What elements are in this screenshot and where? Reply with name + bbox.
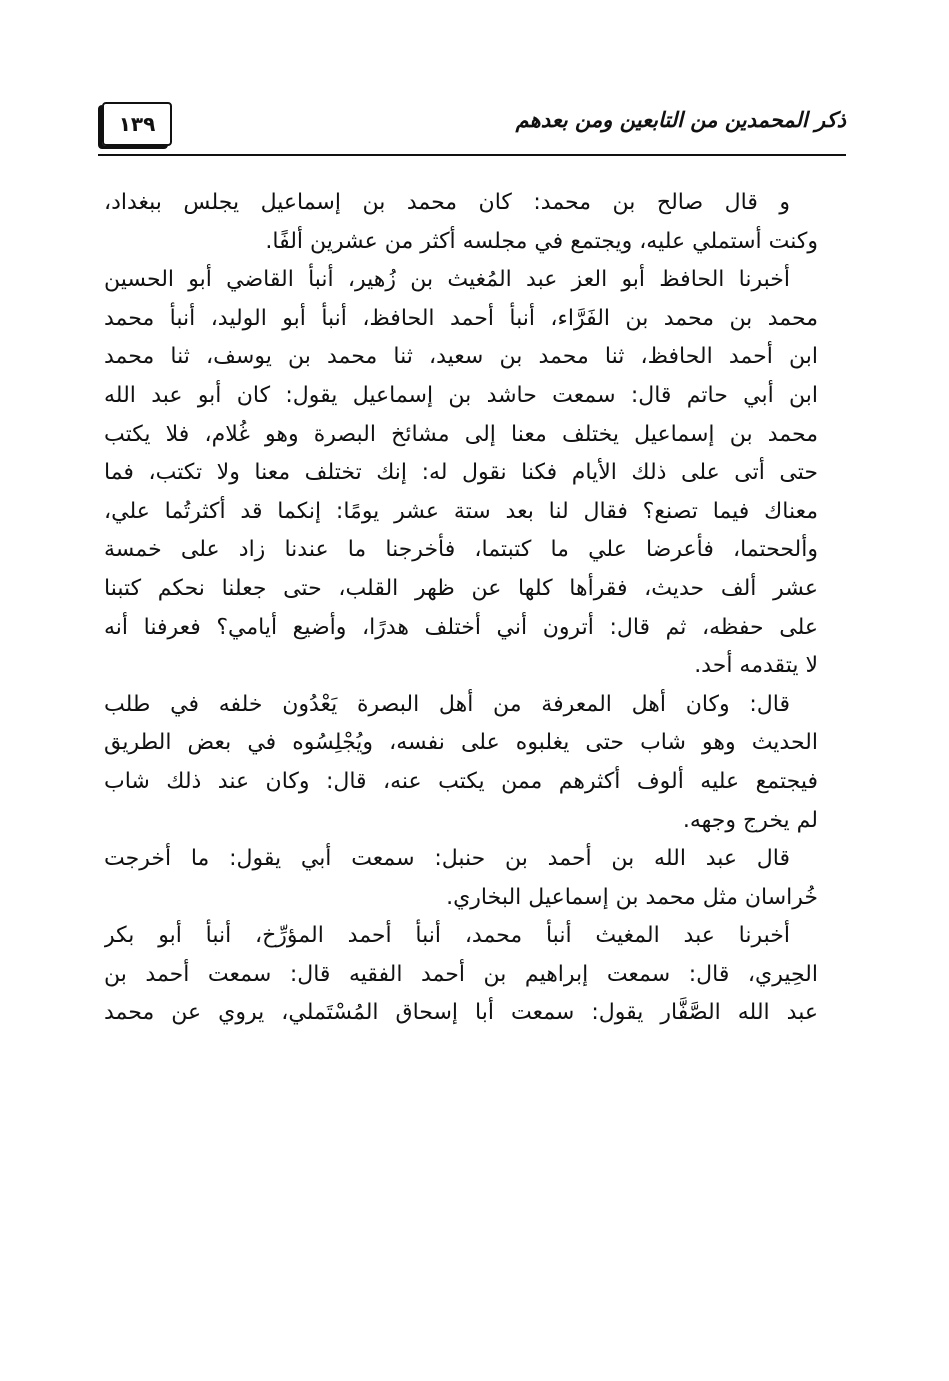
text-line: خُراسان مثل محمد بن إسماعيل البخاري.: [446, 884, 818, 910]
text-line: أخبرنا عبد المغيث أنبأ محمد، أنبأ أحمد المؤرِّخ، أنبأ أبو بكر: [104, 923, 790, 949]
text-line: عشر ألف حديث، فقرأها كلها عن ظهر القلب، حتى جعلنا نحكم كتبنا: [104, 575, 818, 601]
paragraph-2: [104, 261, 846, 686]
text-line: ابن أحمد الحافظ، ثنا محمد بن سعيد، ثنا محمد بن يوسف، ثنا محمد: [104, 344, 818, 370]
text-line: قال: وكان أهل المعرفة من أهل البصرة يَعْدُون خلفه في طلب: [104, 691, 790, 717]
paragraph-1: [104, 184, 846, 261]
text-line: لا يتقدمه أحد.: [694, 653, 818, 679]
text-line: وكنت أستملي عليه، ويجتمع في مجلسه أكثر من عشرين ألفًا.: [265, 228, 818, 254]
page-number: ١٣٩: [102, 102, 172, 146]
text-line: أخبرنا الحافظ أبو العز عبد المُغيث بن زُهير، أنبأ القاضي أبو الحسين: [104, 267, 790, 293]
running-title: ذكر المحمدين من التابعين ومن بعدهم: [515, 108, 846, 132]
text-line: حتى أتى على ذلك الأيام فكنا نقول له: إنك تختلف معنا ولا تكتب، فما: [104, 460, 818, 486]
paragraph-5: [104, 917, 846, 1033]
text-line: فيجتمع عليه ألوف أكثرهم ممن يكتب عنه، قال: وكان عند ذلك شاب: [104, 768, 818, 794]
text-line: الحِيري، قال: سمعت إبراهيم بن أحمد الفقيه قال: سمعت أحمد بن: [104, 961, 818, 987]
text-line: على حفظه، ثم قال: أترون أني أختلف هدرًا، وأضيع أيامي؟ فعرفنا أنه: [104, 614, 818, 640]
text-line: معناك فيما تصنع؟ فقال لنا بعد ستة عشر يومًا: إنكما قد أكثرتُما علي،: [104, 498, 818, 524]
text-line: ابن أبي حاتم قال: سمعت حاشد بن إسماعيل يقول: كان أبو عبد الله: [104, 382, 818, 408]
text-line: عبد الله الصَّفَّار يقول: سمعت أبا إسحاق المُسْتَملي، يروي عن محمد: [104, 1000, 818, 1026]
text-line: لم يخرج وجهه.: [682, 807, 818, 833]
text-line: محمد بن محمد بن الفَرَّاء، أنبأ أحمد الحافظ، أنبأ أبو الوليد، أنبأ محمد: [104, 305, 818, 331]
text-line: محمد بن إسماعيل يختلف معنا إلى مشائخ البصرة وهو غُلام، فلا يكتب: [104, 421, 818, 447]
body-text: [104, 184, 846, 1033]
text-line: وألححتما، فأعرضا علي ما كتبتما، فأخرجنا ما عندنا زاد على خمسة: [104, 537, 818, 563]
text-line: و قال صالح بن محمد: كان محمد بن إسماعيل يجلس ببغداد،: [104, 190, 790, 215]
text-line: الحديث وهو شاب حتى يغلبوه على نفسه، ويُجْلِسُوه في بعض الطريق: [104, 730, 818, 756]
paragraph-3: [104, 686, 846, 840]
page-header: [98, 98, 846, 156]
paragraph-4: [104, 840, 846, 917]
text-line: قال عبد الله بن أحمد بن حنبل: سمعت أبي يقول: ما أخرجت: [104, 846, 790, 872]
